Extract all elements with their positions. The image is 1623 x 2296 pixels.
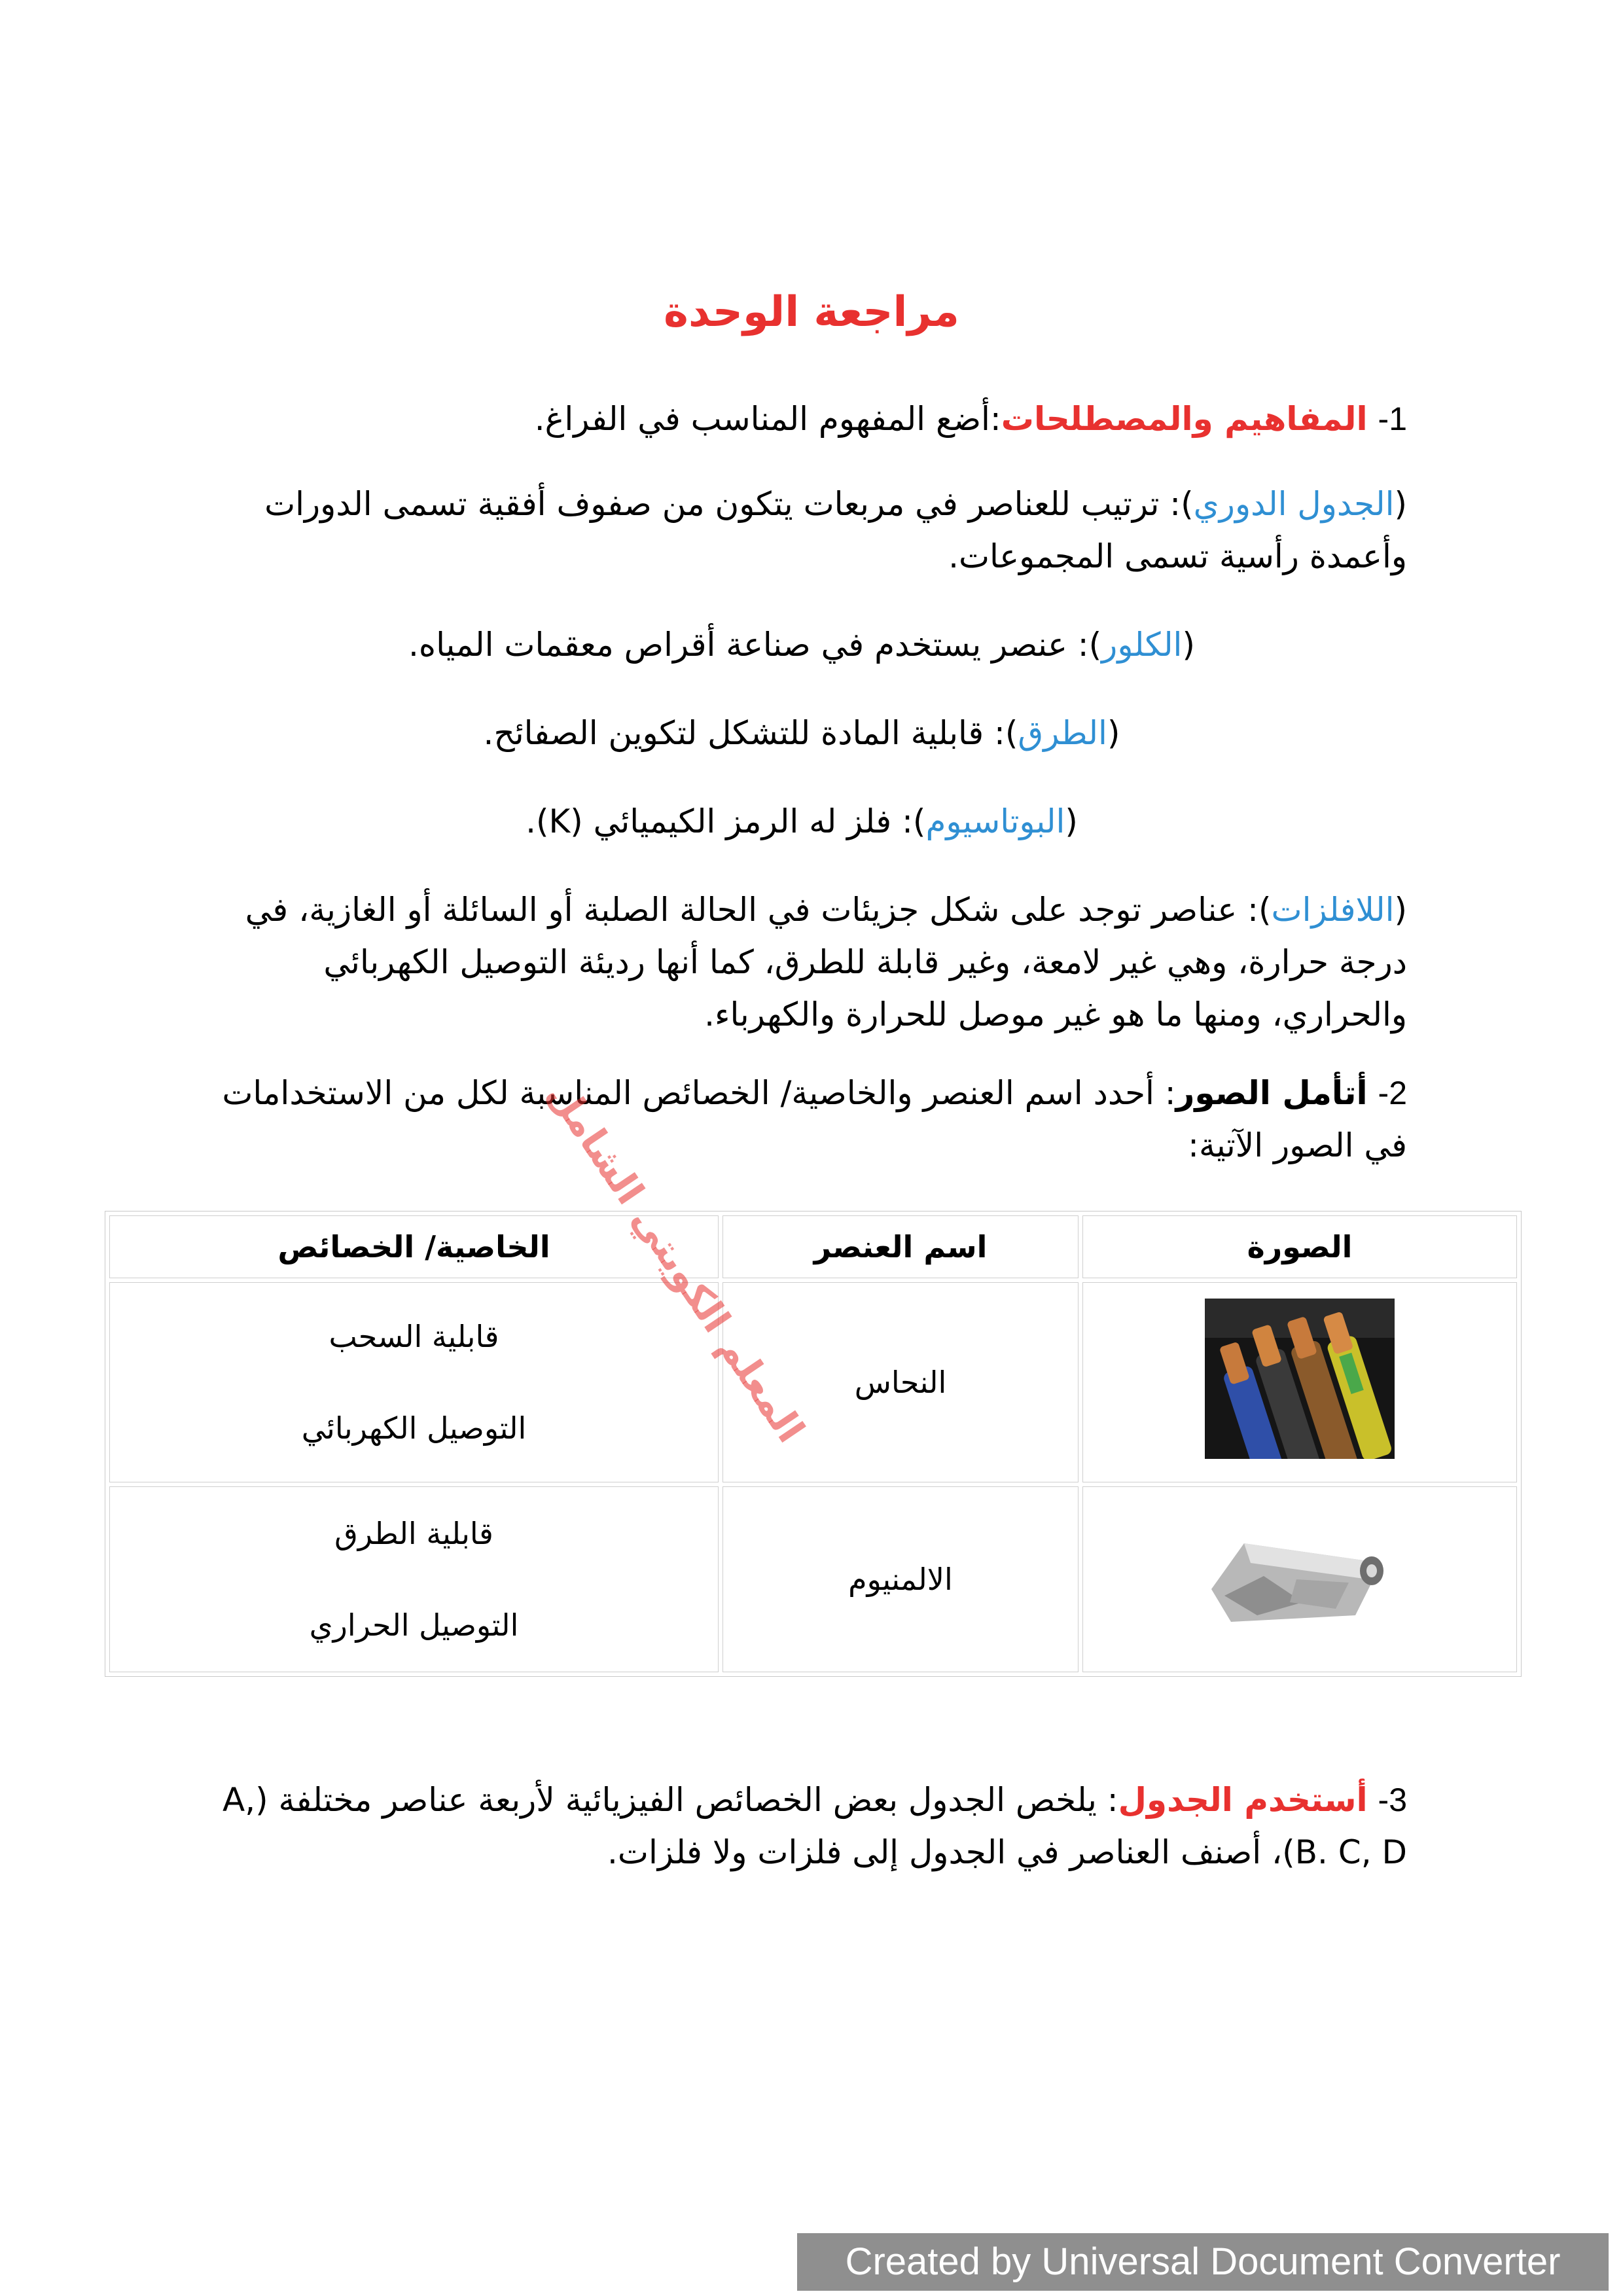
- property-item: التوصيل الحراري: [309, 1607, 519, 1643]
- properties-cell: [109, 1282, 719, 1482]
- section2-heading: أتأمل الصور: [1175, 1074, 1368, 1112]
- header-element-name: اسم العنصر: [722, 1215, 1079, 1278]
- section1-instruction: :أضع المفهوم المناسب في الفراغ.: [534, 400, 1001, 438]
- definition-text: : عنصر يستخدم في صناعة أقراص معقمات المياه.: [408, 626, 1089, 664]
- section1-heading-line: [196, 393, 1407, 445]
- section3-question: [196, 1774, 1407, 1878]
- properties-cell: [109, 1486, 719, 1672]
- definition-text: : ترتيب للعناصر في مربعات يتكون من صفوف أفقية تسمى الدورات وأعمدة رأسية تسمى المجموعات.: [264, 485, 1407, 575]
- element-name-cell: النحاس: [722, 1282, 1079, 1482]
- property-item: قابلية السحب: [329, 1319, 499, 1354]
- definition-term: اللافلزات: [1271, 891, 1395, 929]
- definition-item: (الجدول الدوري): ترتيب للعناصر في مربعات يتكون من صفوف أفقية تسمى الدورات وأعمدة رأسية تسمى المجموعات.: [264, 485, 1407, 575]
- elements-table: [105, 1211, 1522, 1677]
- image-cell: [1082, 1486, 1517, 1672]
- definition-item: (الكلور): عنصر يستخدم في صناعة أقراص معقمات المياه.: [408, 626, 1195, 664]
- element-name-cell: الالمنيوم: [722, 1486, 1079, 1672]
- definition-term: البوتاسيوم: [925, 802, 1065, 840]
- table-row: [109, 1486, 1517, 1672]
- section3-heading: أستخدم الجدول: [1118, 1781, 1368, 1819]
- header-properties: الخاصية/ الخصائص: [109, 1215, 719, 1278]
- definition-text: : قابلية المادة للتشكل لتكوين الصفائح.: [483, 714, 1005, 752]
- section3-instruction: : يلخص الجدول بعض الخصائص الفيزيائية لأربعة عناصر مختلفة (A, B. C, D)، أصنف العناصر في الجدول إلى فلزات ولا فلزات.: [223, 1781, 1407, 1871]
- table-row: [109, 1282, 1517, 1482]
- definition-term: الجدول الدوري: [1193, 485, 1395, 523]
- header-image: الصورة: [1082, 1215, 1517, 1278]
- definition-item: (اللافلزات): عناصر توجد على شكل جزيئات في الحالة الصلبة أو السائلة أو الغازية، في درجة حرارة، وهي غير لامعة، وغير قابلة للطرق، كما أنها رديئة التوصيل الكهربائي والحراري، ومنها ما هو غير موصل للحرارة والكهرباء.: [245, 891, 1407, 1033]
- definition-item: (البوتاسيوم): فلز له الرمز الكيميائي (K).: [526, 802, 1078, 840]
- section1-number: 1-: [1378, 401, 1407, 437]
- section1-heading: المفاهيم والمصطلحات: [1001, 400, 1368, 438]
- section3-number: 3-: [1378, 1782, 1407, 1818]
- section2-question: [196, 1067, 1407, 1172]
- property-item: قابلية الطرق: [334, 1516, 493, 1551]
- table-header-row: [109, 1215, 1517, 1278]
- section2-number: 2-: [1378, 1075, 1407, 1111]
- image-cell: [1082, 1282, 1517, 1482]
- definition-text: : عناصر توجد على شكل جزيئات في الحالة الصلبة أو السائلة أو الغازية، في درجة حرارة، وهي غير لامعة، وغير قابلة للطرق، كما أنها رديئة التوصيل الكهربائي والحراري، ومنها ما هو غير موصل للحرارة والكهرباء.: [245, 891, 1407, 1033]
- watermark: المعلم الكويتي الشامل: [539, 1073, 813, 1450]
- section2-instruction: : أحدد اسم العنصر والخاصية/ الخصائص المناسبة لكل من الاستخدامات في الصور الآتية:: [222, 1074, 1407, 1164]
- property-item: التوصيل الكهربائي: [301, 1410, 527, 1446]
- aluminum-foil-image: [1205, 1517, 1395, 1635]
- definition-term: الكلور: [1101, 626, 1183, 664]
- definition-term: الطرق: [1018, 714, 1107, 752]
- definition-text: : فلز له الرمز الكيميائي (K).: [526, 802, 913, 840]
- footer-banner: Created by Universal Document Converter: [797, 2233, 1609, 2291]
- definition-item: (الطرق): قابلية المادة للتشكل لتكوين الصفائح.: [483, 714, 1120, 752]
- page-title: مراجعة الوحدة: [664, 288, 959, 336]
- copper-wires-image: [1205, 1299, 1395, 1459]
